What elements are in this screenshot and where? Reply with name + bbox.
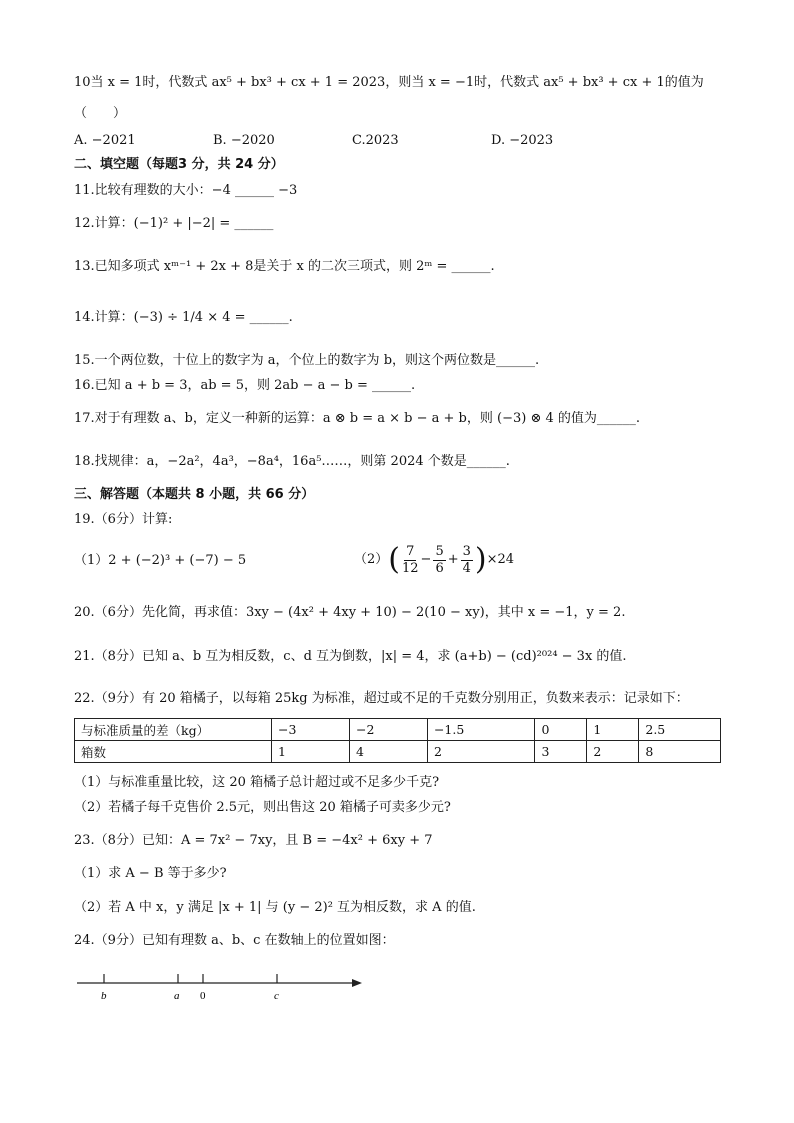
q10-option-d: D. −2023 bbox=[491, 133, 554, 148]
label-b: b bbox=[101, 990, 107, 1002]
table-row bbox=[75, 741, 721, 763]
table-cell: 与标准质量的差（kg） bbox=[75, 719, 272, 741]
q12: 12.计算：(−1)² + |−2| = ______ bbox=[74, 216, 274, 231]
fraction: $\frac{5}{6}$ bbox=[435, 543, 444, 576]
table-cell: 4 bbox=[349, 741, 427, 763]
q15: 15.一个两位数，十位上的数字为 a，个位上的数字为 b，则这个两位数是______. bbox=[74, 353, 540, 368]
q10-stem: 10当 x = 1时，代数式 ax⁵ + bx³ + cx + 1 = 2023，则当 x = −1时，代数式 ax⁵ + bx³ + cx + 1的值为 bbox=[74, 75, 704, 90]
q20: 20.（6分）先化简，再求值：3xy − (4x² + 4xy + 10) − 2(10 − xy)，其中 x = −1，y = 2. bbox=[74, 605, 626, 620]
q23-stem: 23.（8分）已知：A = 7x² − 7xy，且 B = −4x² + 6xy + 7 bbox=[74, 833, 433, 848]
table-cell: −3 bbox=[272, 719, 350, 741]
q19-part1: （1）2 + (−2)³ + (−7) − 5 bbox=[74, 553, 247, 568]
q14: 14.计算：(−3) ÷ 1/4 × 4 = ______. bbox=[74, 310, 293, 325]
fraction: $\frac{3}{4}$ bbox=[462, 543, 471, 576]
q23-part2: （2）若 A 中 x，y 满足 |x + 1| 与 (y − 2)² 互为相反数，求 A 的值. bbox=[74, 900, 476, 915]
fraction: 7 12 bbox=[402, 543, 419, 576]
operator: + bbox=[447, 552, 459, 567]
paren-open: ( bbox=[388, 542, 400, 577]
label-a: a bbox=[174, 990, 180, 1002]
table-cell: 2 bbox=[427, 741, 535, 763]
q18: 18.找规律：a，−2a²，4a³，−8a⁴，16a⁵……，则第 2024 个数是______. bbox=[74, 454, 510, 469]
q11: 11.比较有理数的大小：−4 ______ −3 bbox=[74, 183, 298, 198]
label-0: 0 bbox=[200, 990, 206, 1002]
table-cell: −2 bbox=[349, 719, 427, 741]
number-line-figure bbox=[74, 965, 374, 1010]
label-c: c bbox=[274, 990, 279, 1002]
table-cell: 3 bbox=[535, 741, 587, 763]
table-cell: −1.5 bbox=[427, 719, 535, 741]
q23-part1: （1）求 A − B 等于多少? bbox=[74, 866, 227, 881]
table-cell: 2.5 bbox=[639, 719, 721, 741]
q19-part2-tail: ×24 bbox=[486, 552, 515, 567]
q22-part2: （2）若橘子每千克售价 2.5元，则出售这 20 箱橘子可卖多少元? bbox=[74, 800, 451, 815]
q16: 16.已知 a + b = 3，ab = 5，则 2ab − a − b = ______. bbox=[74, 378, 416, 393]
q24-stem: 24.（9分）已知有理数 a、b、c 在数轴上的位置如图： bbox=[74, 933, 395, 948]
section-3-heading: 三、解答题（本题共 8 小题，共 66 分） bbox=[74, 487, 315, 502]
operator: − bbox=[420, 552, 432, 567]
q19-title: 19.（6分）计算: bbox=[74, 512, 173, 527]
q22-table bbox=[74, 718, 721, 763]
q19-part2 bbox=[354, 540, 514, 580]
q10-option-b: B. −2020 bbox=[213, 133, 275, 148]
paren-close: ) bbox=[474, 542, 487, 577]
table-cell: 0 bbox=[535, 719, 587, 741]
q22-part1: （1）与标准重量比较，这 20 箱橘子总计超过或不足多少千克? bbox=[74, 775, 440, 790]
q22-stem: 22.（9分）有 20 箱橘子，以每箱 25kg 为标准，超过或不足的千克数分别用正，负数来表示：记录如下： bbox=[74, 691, 689, 706]
table-row bbox=[75, 719, 721, 741]
q19-part2-label: （2） bbox=[354, 552, 389, 567]
table-cell: 2 bbox=[587, 741, 639, 763]
q21: 21.（8分）已知 a、b 互为相反数，c、d 互为倒数，|x| = 4，求 (a+b) − (cd)²⁰²⁴ − 3x 的值. bbox=[74, 649, 627, 664]
table-cell: 8 bbox=[639, 741, 721, 763]
table-cell: 箱数 bbox=[75, 741, 272, 763]
section-2-heading: 二、填空题（每题3 分，共 24 分） bbox=[74, 157, 284, 172]
q10-paren: （ ） bbox=[74, 106, 127, 121]
table-cell: 1 bbox=[587, 719, 639, 741]
table-cell: 1 bbox=[272, 741, 350, 763]
q10-option-a: A. −2021 bbox=[74, 133, 136, 148]
q17: 17.对于有理数 a、b，定义一种新的运算：a ⊗ b = a × b − a + b，则 (−3) ⊗ 4 的值为______. bbox=[74, 411, 641, 426]
q13: 13.已知多项式 xᵐ⁻¹ + 2x + 8是关于 x 的二次三项式，则 2ᵐ = ______. bbox=[74, 259, 495, 274]
q10-option-c: C.2023 bbox=[352, 133, 399, 148]
arrow-head-icon bbox=[352, 979, 362, 987]
